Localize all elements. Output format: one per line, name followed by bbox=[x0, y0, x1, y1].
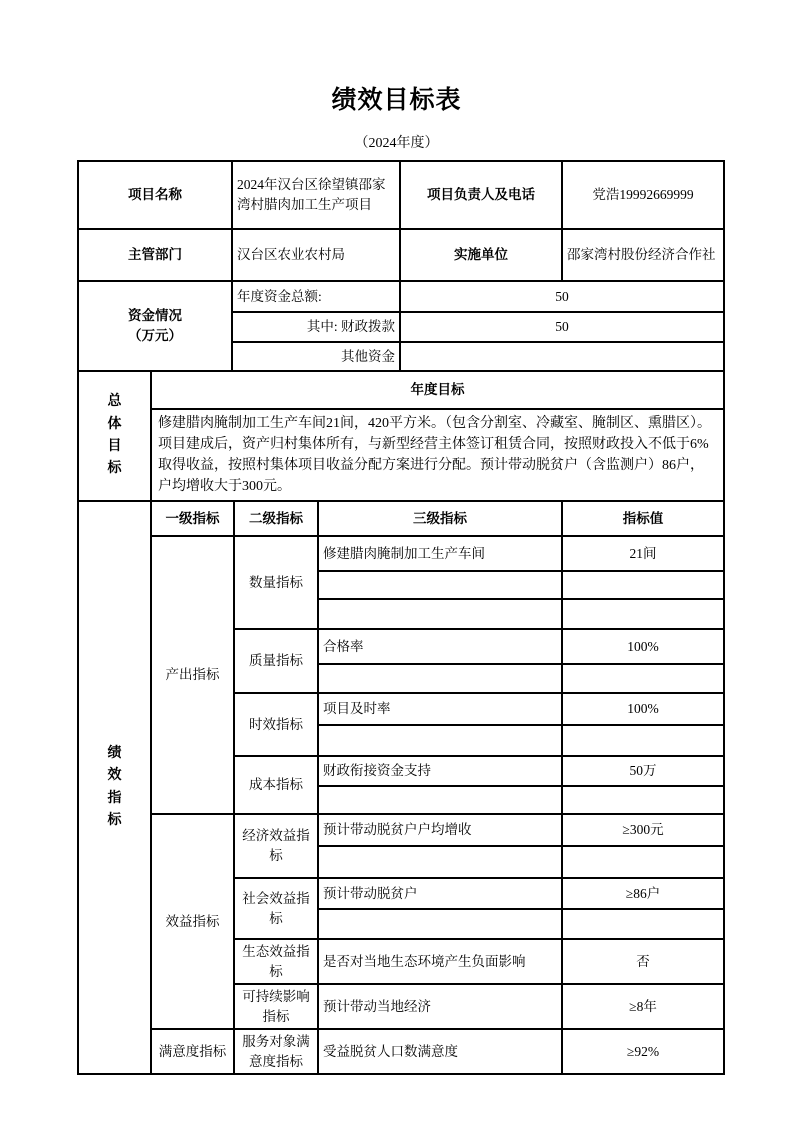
overall-goal-label bbox=[78, 371, 151, 501]
indicator-text bbox=[318, 571, 562, 599]
funds-fiscal-label: 其中: 财政拨款 bbox=[232, 312, 400, 342]
project-info-table bbox=[77, 160, 725, 372]
group-satisfaction-label: 满意度指标 bbox=[151, 1029, 234, 1074]
indicator-text: 财政衔接资金支持 bbox=[318, 756, 562, 786]
indicator-text: 修建腊肉腌制加工生产车间 bbox=[318, 536, 562, 571]
indicators-table bbox=[77, 500, 725, 1075]
indicator-text: 预计带动脱贫户户均增收 bbox=[318, 814, 562, 846]
indicators-label bbox=[78, 501, 151, 1074]
funds-other-value bbox=[400, 342, 724, 371]
table-row bbox=[78, 536, 724, 571]
subgroup-social-label: 社会效益指标 bbox=[234, 878, 318, 939]
indicator-value: ≥300元 bbox=[562, 814, 724, 846]
page-title: 绩效目标表 bbox=[331, 87, 462, 114]
header-level2: 二级指标 bbox=[234, 501, 318, 536]
subgroup-ecological-label: 生态效益指标 bbox=[234, 939, 318, 984]
indicator-text bbox=[318, 909, 562, 939]
indicator-text: 受益脱贫人口数满意度 bbox=[318, 1029, 562, 1074]
subgroup-sustainability-label: 可持续影响指标 bbox=[234, 984, 318, 1029]
dept-label: 主管部门 bbox=[78, 229, 232, 281]
indicator-value bbox=[562, 725, 724, 756]
header-value: 指标值 bbox=[562, 501, 724, 536]
indicator-text: 项目及时率 bbox=[318, 693, 562, 725]
indicator-value bbox=[562, 664, 724, 693]
indicator-text bbox=[318, 846, 562, 878]
table-row bbox=[78, 371, 724, 409]
indicator-value bbox=[562, 571, 724, 599]
project-name-label: 项目名称 bbox=[78, 161, 232, 229]
unit-value: 邵家湾村股份经济合作社 bbox=[562, 229, 724, 281]
project-name-value: 2024年汉台区徐望镇邵家湾村腊肉加工生产项目 bbox=[232, 161, 400, 229]
annual-goal-text: 修建腊肉腌制加工生产车间21间，420平方米。（包含分割室、冷藏室、腌制区、熏腊区）。项目建成后，资产归村集体所有，与新型经营主体签订租赁合同，按照财政投入不低于6%取得收益，按照村集体项目收益分配方案进行分配。预计带动脱贫户（含监测户）86户，户均增收大于300元。 bbox=[151, 409, 724, 501]
indicator-value: ≥86户 bbox=[562, 878, 724, 909]
indicator-value: 100% bbox=[562, 629, 724, 664]
funds-label-line1: 资金情况 bbox=[128, 307, 182, 323]
header-level3: 三级指标 bbox=[318, 501, 562, 536]
funds-label-line2: （万元） bbox=[128, 328, 182, 343]
subgroup-cost-label: 成本指标 bbox=[234, 756, 318, 814]
manager-label: 项目负责人及电话 bbox=[400, 161, 562, 229]
indicator-value bbox=[562, 909, 724, 939]
group-benefit-label: 效益指标 bbox=[151, 814, 234, 1029]
group-output-label: 产出指标 bbox=[151, 536, 234, 814]
funds-other-label: 其他资金 bbox=[232, 342, 400, 371]
indicator-value: 50万 bbox=[562, 756, 724, 786]
indicator-value bbox=[562, 786, 724, 814]
table-row bbox=[78, 409, 724, 501]
indicator-text bbox=[318, 786, 562, 814]
overall-goal-table bbox=[77, 370, 725, 502]
subgroup-quality-label: 质量指标 bbox=[234, 629, 318, 693]
manager-value: 党浩19992669999 bbox=[562, 161, 724, 229]
indicator-text: 预计带动当地经济 bbox=[318, 984, 562, 1029]
indicator-text bbox=[318, 664, 562, 693]
table-row bbox=[78, 814, 724, 846]
funds-fiscal-value: 50 bbox=[400, 312, 724, 342]
funds-total-label: 年度资金总额: bbox=[232, 281, 400, 312]
indicator-value: ≥92% bbox=[562, 1029, 724, 1074]
indicator-text: 预计带动脱贫户 bbox=[318, 878, 562, 909]
indicator-value: 否 bbox=[562, 939, 724, 984]
table-row bbox=[78, 1029, 724, 1074]
header-level1: 一级指标 bbox=[151, 501, 234, 536]
table-row bbox=[78, 161, 724, 229]
indicator-value bbox=[562, 599, 724, 629]
unit-label: 实施单位 bbox=[400, 229, 562, 281]
indicator-value bbox=[562, 846, 724, 878]
funds-label bbox=[78, 281, 232, 371]
funds-total-value: 50 bbox=[400, 281, 724, 312]
page-subtitle: （2024年度） bbox=[354, 136, 439, 151]
overall-goal-label-text: 总体目标 bbox=[107, 394, 122, 477]
indicators-label-text: 绩效指标 bbox=[107, 745, 122, 829]
dept-value: 汉台区农业农村局 bbox=[232, 229, 400, 281]
table-row bbox=[78, 501, 724, 536]
indicator-value: 100% bbox=[562, 693, 724, 725]
subgroup-quantity-label: 数量指标 bbox=[234, 536, 318, 629]
indicator-text bbox=[318, 725, 562, 756]
annual-goal-header: 年度目标 bbox=[151, 371, 724, 409]
subgroup-timeliness-label: 时效指标 bbox=[234, 693, 318, 756]
indicator-text: 合格率 bbox=[318, 629, 562, 664]
indicator-value: ≥8年 bbox=[562, 984, 724, 1029]
table-row bbox=[78, 281, 724, 312]
subgroup-economic-label: 经济效益指标 bbox=[234, 814, 318, 878]
indicator-value: 21间 bbox=[562, 536, 724, 571]
indicator-text: 是否对当地生态环境产生负面影响 bbox=[318, 939, 562, 984]
indicator-text bbox=[318, 599, 562, 629]
table-row bbox=[78, 229, 724, 281]
subgroup-service-satisfaction-label: 服务对象满意度指标 bbox=[234, 1029, 318, 1074]
